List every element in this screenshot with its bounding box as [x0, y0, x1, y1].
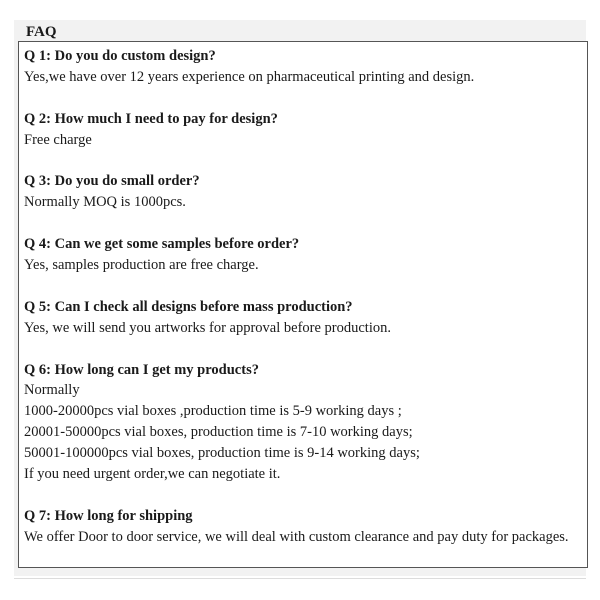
faq-item-7 — [24, 506, 583, 548]
question: Q 4: Can we get some samples before order? — [24, 236, 300, 253]
answer-line: Normally MOQ is 1000pcs. — [24, 194, 186, 211]
faq-item-3 — [24, 171, 583, 213]
faq-item-2 — [24, 109, 583, 151]
question: Q 5: Can I check all designs before mass production? — [24, 298, 353, 315]
question: Q 1: Do you do custom design? — [24, 48, 216, 64]
faq-item-1 — [24, 46, 583, 88]
answer-line: Yes,we have over 12 years experience on pharmaceutical printing and design. — [24, 68, 475, 85]
question: Q 2: How much I need to pay for design? — [24, 110, 278, 127]
answer-line: Normally — [24, 382, 80, 399]
faq-item-4 — [24, 234, 583, 276]
answer-line: 20001-50000pcs vial boxes, production time is 7-10 working days; — [24, 424, 413, 441]
divider — [14, 578, 586, 579]
answer-line: If you need urgent order,we can negotiate it. — [24, 466, 281, 483]
answer-line: Free charge — [24, 131, 92, 148]
answer-line: 1000-20000pcs vial boxes ,production time is 5-9 working days ; — [24, 403, 402, 420]
answer-line: 50001-100000pcs vial boxes, production time is 9-14 working days; — [24, 445, 420, 462]
answer-line: Yes, we will send you artworks for approval before production. — [24, 319, 391, 336]
faq-title: FAQ — [26, 24, 57, 40]
question: Q 6: How long can I get my products? — [24, 361, 259, 378]
faq-item-6 — [24, 360, 583, 485]
question: Q 3: Do you do small order? — [24, 173, 200, 190]
question: Q 7: How long for shipping — [24, 507, 193, 524]
faq-box — [18, 41, 588, 568]
faq-item-5 — [24, 297, 583, 339]
answer-line: Yes, samples production are free charge. — [24, 257, 259, 274]
answer-line: We offer Door to door service, we will deal with custom clearance and pay duty for packages. — [24, 528, 569, 545]
